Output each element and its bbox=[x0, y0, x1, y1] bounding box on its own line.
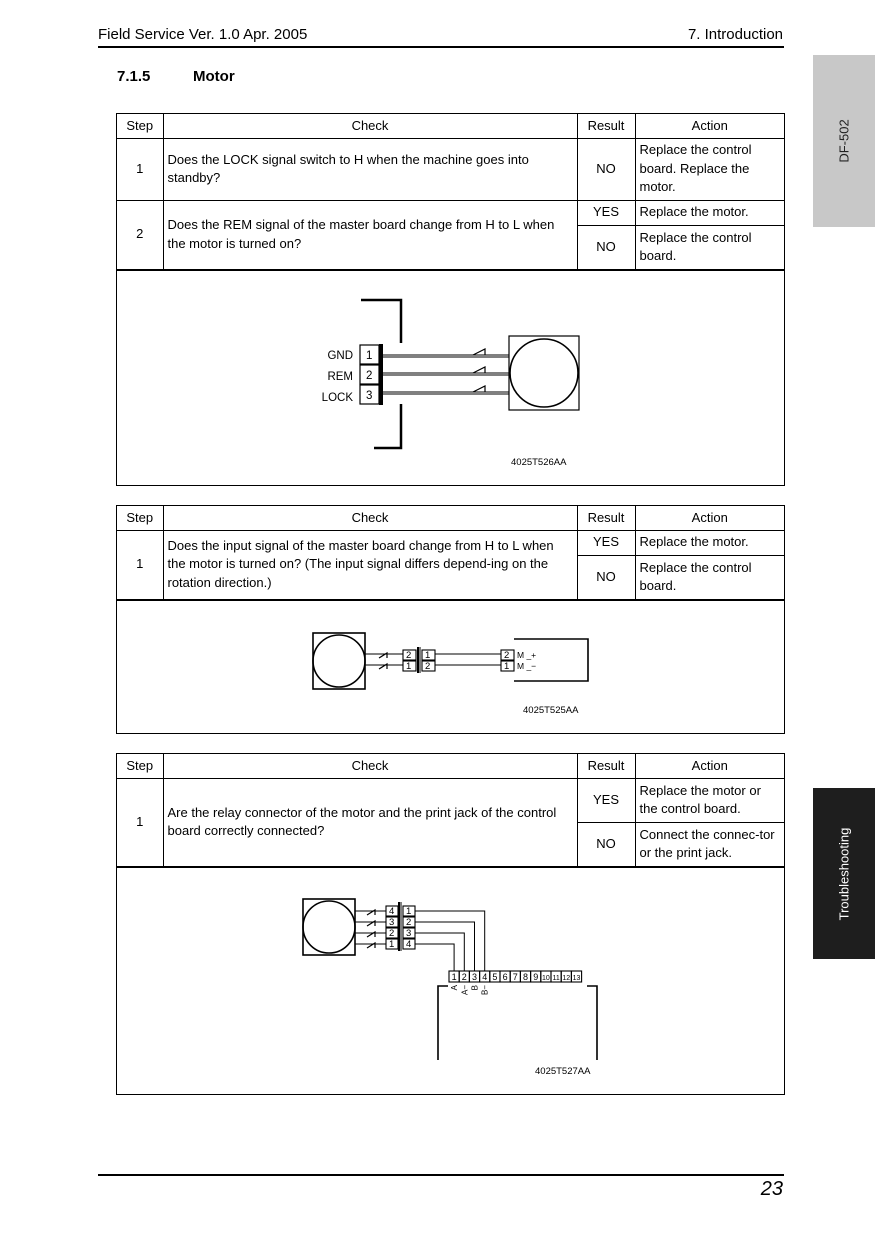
col-step: Step bbox=[117, 114, 163, 138]
jack-pin-number: 8 bbox=[522, 971, 529, 982]
pin-number: 2 bbox=[366, 369, 373, 382]
board-outline bbox=[514, 639, 588, 681]
col-result: Result bbox=[577, 114, 635, 138]
header-left: Field Service Ver. 1.0 Apr. 2005 bbox=[98, 26, 308, 43]
wire-break bbox=[473, 349, 485, 355]
jack-pin-number: 1 bbox=[451, 971, 457, 982]
signal-label: M _+ bbox=[517, 649, 537, 660]
side-tab-model-label: DF-502 bbox=[836, 119, 852, 163]
header-right: 7. Introduction bbox=[687, 26, 783, 43]
side-tab-section bbox=[813, 788, 875, 959]
wire-break bbox=[473, 367, 485, 373]
table-row bbox=[117, 778, 784, 822]
table-3 bbox=[117, 754, 784, 867]
pin-number: 1 bbox=[406, 905, 412, 917]
step-cell: 2 bbox=[117, 200, 163, 269]
wiring-diagram-2-svg bbox=[117, 601, 784, 733]
jack-pin-number: 9 bbox=[533, 971, 539, 982]
jack-pin-number: 5 bbox=[492, 971, 498, 982]
wiring-diagram-1 bbox=[117, 270, 784, 485]
motor-icon bbox=[313, 635, 365, 687]
check-cell: Does the input signal of the master board change from H to L when the motor is turned on? (The input signal differs depend-ing on the rotation direction.) bbox=[163, 530, 577, 599]
step-cell: 1 bbox=[117, 778, 163, 866]
action-cell: Replace the control board. Replace the motor. bbox=[635, 138, 784, 200]
col-action: Action bbox=[635, 506, 784, 530]
pin-number: 1 bbox=[366, 349, 373, 362]
jack-signal-label: B− bbox=[480, 984, 490, 995]
col-action: Action bbox=[635, 754, 784, 778]
step-cell: 1 bbox=[117, 138, 163, 200]
pin-number: 3 bbox=[406, 927, 412, 939]
wiring-diagram-2 bbox=[117, 600, 784, 733]
section-number: 7.1.5 bbox=[117, 68, 151, 85]
pin-number: 1 bbox=[389, 938, 395, 950]
pin-number: 2 bbox=[425, 660, 431, 672]
pin-number: 2 bbox=[389, 927, 395, 939]
board-bracket bbox=[374, 404, 401, 448]
check-cell: Are the relay connector of the motor and the print jack of the control board correctly connected? bbox=[163, 778, 577, 866]
wiring-diagram-1-svg bbox=[117, 271, 784, 485]
col-action: Action bbox=[635, 114, 784, 138]
table-header-row bbox=[117, 506, 784, 530]
jack-pin-number: 3 bbox=[471, 971, 478, 982]
action-yes-cell: Replace the motor or the control board. bbox=[635, 778, 784, 822]
motor-icon bbox=[510, 339, 578, 407]
troubleshooting-table-3 bbox=[116, 753, 785, 1095]
section-title: Motor bbox=[193, 68, 235, 85]
table-header-row bbox=[117, 754, 784, 778]
col-step: Step bbox=[117, 754, 163, 778]
action-no-cell: Replace the control board. bbox=[635, 555, 784, 599]
result-yes-cell: YES bbox=[577, 778, 635, 822]
signal-label: GND bbox=[327, 349, 353, 362]
side-tab-section-label: Troubleshooting bbox=[836, 827, 852, 920]
board-bracket bbox=[361, 300, 401, 343]
col-check: Check bbox=[163, 506, 577, 530]
jack-signal-label: A− bbox=[460, 984, 470, 995]
table-row bbox=[117, 138, 784, 200]
col-check: Check bbox=[163, 114, 577, 138]
jack-signal-label: A bbox=[450, 984, 460, 990]
wire bbox=[415, 933, 464, 971]
wire bbox=[415, 944, 454, 971]
figure-code: 4025T527AA bbox=[535, 1065, 591, 1077]
page-number: 23 bbox=[760, 1178, 783, 1200]
result-no-cell: NO bbox=[577, 555, 635, 599]
jack-pin-number: 2 bbox=[461, 971, 467, 982]
step-cell: 1 bbox=[117, 530, 163, 599]
troubleshooting-table-1 bbox=[116, 113, 785, 486]
jack-pin-number: 13 bbox=[572, 974, 581, 982]
result-no-cell: NO bbox=[577, 822, 635, 866]
pin-number: 1 bbox=[406, 660, 412, 672]
check-cell: Does the REM signal of the master board change from H to L when the motor is turned on? bbox=[163, 200, 577, 269]
pin-number: 3 bbox=[389, 916, 395, 928]
footer-rule bbox=[98, 1174, 784, 1176]
wire-break bbox=[473, 386, 485, 392]
wiring-diagram-3-svg bbox=[117, 868, 784, 1094]
pin-number: 2 bbox=[504, 649, 510, 661]
pin-number: 4 bbox=[406, 938, 412, 950]
pin-number: 3 bbox=[366, 389, 373, 402]
jack-pin-number: 12 bbox=[562, 974, 571, 982]
action-no-cell: Connect the connec-tor or the print jack. bbox=[635, 822, 784, 866]
motor-icon bbox=[303, 901, 355, 953]
jack-pin-number: 7 bbox=[512, 971, 518, 982]
col-result: Result bbox=[577, 506, 635, 530]
action-yes-cell: Replace the motor. bbox=[635, 200, 784, 225]
table-2 bbox=[117, 506, 784, 600]
jack-pin-number: 4 bbox=[482, 971, 488, 982]
check-cell: Does the LOCK signal switch to H when the machine goes into standby? bbox=[163, 138, 577, 200]
col-result: Result bbox=[577, 754, 635, 778]
pin-number: 4 bbox=[389, 905, 395, 917]
jack-pin-number: 6 bbox=[502, 971, 508, 982]
signal-label: LOCK bbox=[321, 391, 353, 404]
result-yes-cell: YES bbox=[577, 200, 635, 225]
side-tab-model bbox=[813, 55, 875, 227]
signal-label: M _− bbox=[517, 660, 537, 671]
col-step: Step bbox=[117, 506, 163, 530]
figure-code: 4025T525AA bbox=[523, 704, 579, 716]
header-rule bbox=[98, 46, 784, 48]
signal-label: REM bbox=[327, 370, 353, 383]
pin-number: 1 bbox=[425, 649, 431, 661]
pin-number: 2 bbox=[406, 649, 412, 661]
action-no-cell: Replace the control board. bbox=[635, 225, 784, 269]
board-bracket bbox=[587, 986, 597, 1060]
troubleshooting-table-2 bbox=[116, 505, 785, 734]
jack-pin-number: 11 bbox=[552, 974, 560, 982]
wiring-diagram-3 bbox=[117, 867, 784, 1094]
figure-code: 4025T526AA bbox=[511, 456, 567, 468]
wire bbox=[415, 922, 475, 971]
col-check: Check bbox=[163, 754, 577, 778]
jack-signal-label: B bbox=[470, 984, 480, 990]
result-no-cell: NO bbox=[577, 225, 635, 269]
table-1 bbox=[117, 114, 784, 270]
action-yes-cell: Replace the motor. bbox=[635, 530, 784, 555]
board-bracket bbox=[438, 986, 448, 1060]
table-row bbox=[117, 530, 784, 555]
jack-pin-number: 10 bbox=[542, 974, 550, 982]
pin-number: 1 bbox=[504, 660, 510, 672]
result-cell: NO bbox=[577, 138, 635, 200]
table-row bbox=[117, 200, 784, 225]
table-header-row bbox=[117, 114, 784, 138]
result-yes-cell: YES bbox=[577, 530, 635, 555]
pin-number: 2 bbox=[406, 916, 412, 928]
motor-body bbox=[509, 336, 579, 410]
